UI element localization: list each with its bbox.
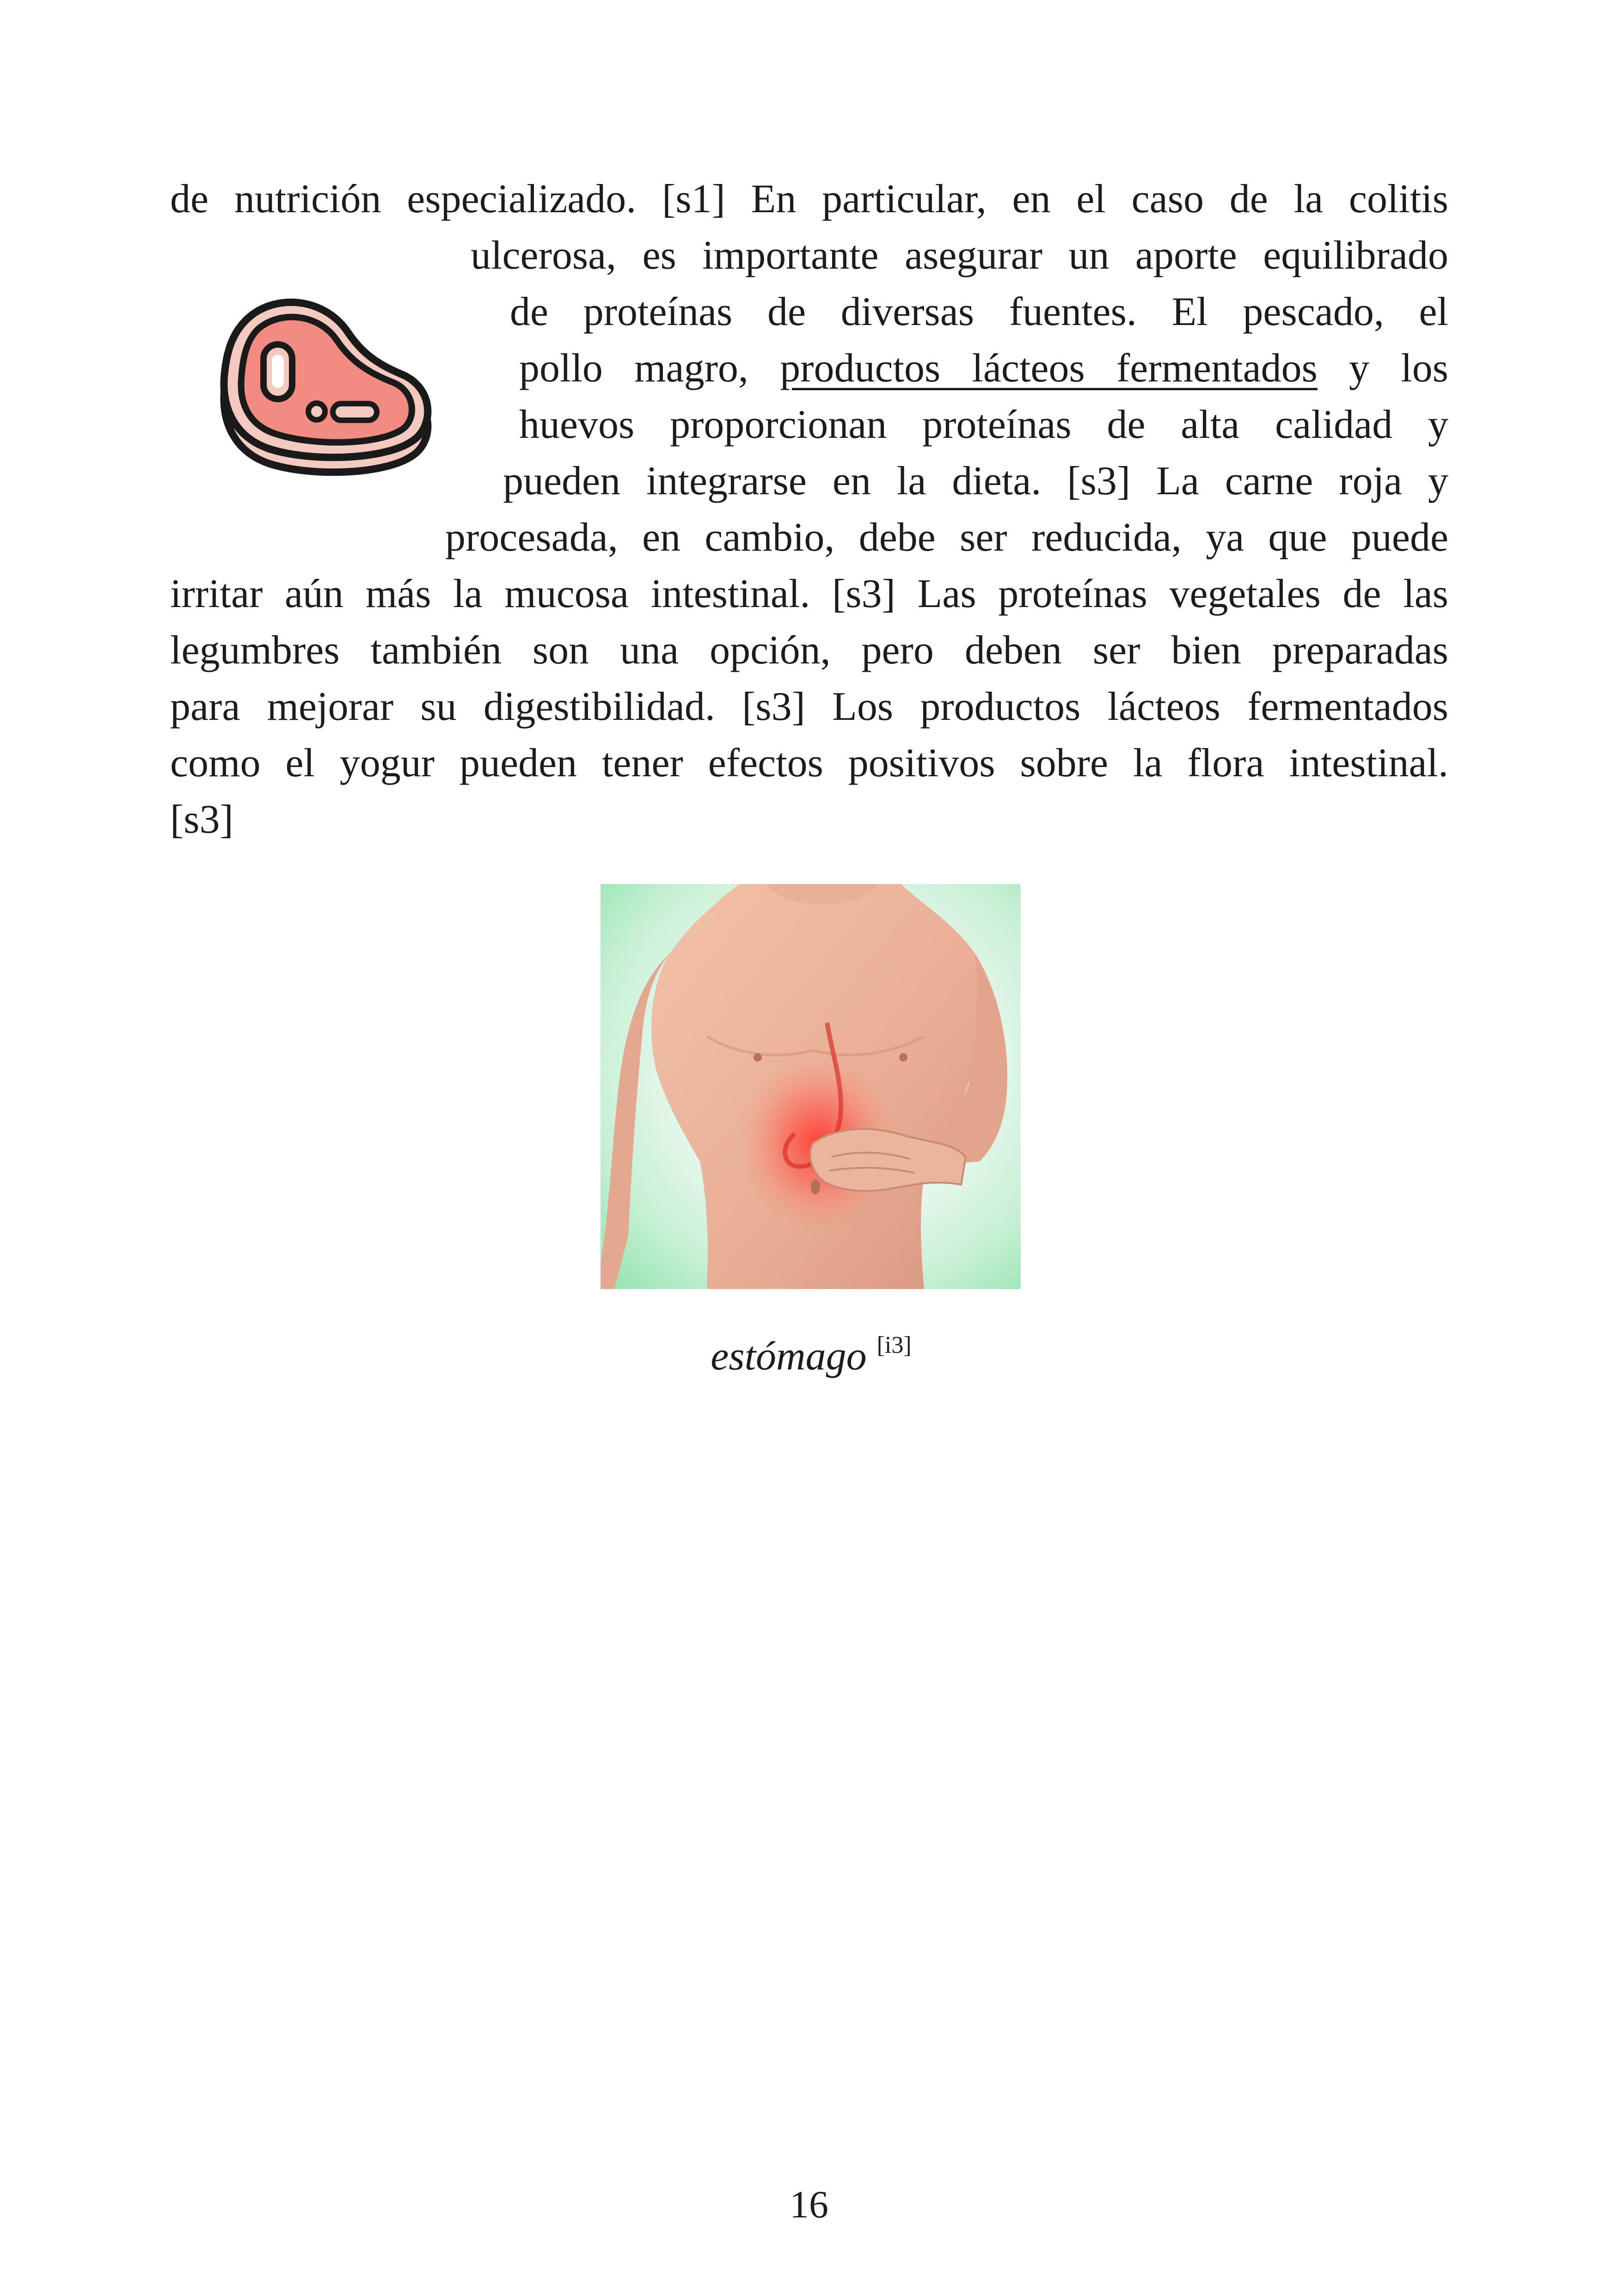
body-text xyxy=(170,171,1448,848)
text-line: procesada, en cambio, debe ser reducida, ya que puede xyxy=(445,515,1448,560)
page-number: 16 xyxy=(790,2183,828,2226)
text-line: huevos proporcionan proteínas de alta calidad y xyxy=(519,402,1448,447)
figure-caption xyxy=(601,1332,1021,1380)
text-line: de nutrición especializado. [s1] En particular, en el caso de la colitis xyxy=(170,177,1448,221)
text-line: pollo magro, productos lácteos fermentados y los xyxy=(519,346,1448,391)
text-line: ulcerosa, es importante asegurar un aporte equilibrado xyxy=(471,233,1448,278)
text-line: de proteínas de diversas fuentes. El pescado, el xyxy=(510,289,1448,334)
stomach-image xyxy=(601,884,1021,1289)
text-line: irritar aún más la mucosa intestinal. [s3] Las proteínas vegetales de las xyxy=(170,571,1448,616)
text-line: para mejorar su digestibilidad. [s3] Los productos lácteos fermentados xyxy=(170,684,1448,729)
text-line: pueden integrarse en la dieta. [s3] La carne roja y xyxy=(503,459,1448,503)
torso-illustration xyxy=(601,884,1021,1289)
text-line: [s3] xyxy=(170,797,233,842)
meat-icon xyxy=(217,289,439,488)
caption-reference: [i3] xyxy=(876,1332,912,1358)
caption-text: estómago xyxy=(711,1334,867,1379)
underlined-phrase: productos lácteos fermentados xyxy=(780,346,1318,391)
text-line: como el yogur pueden tener efectos positivos sobre la flora intestinal. xyxy=(170,741,1448,786)
text-line: legumbres también son una opción, pero deben ser bien preparadas xyxy=(170,628,1448,673)
